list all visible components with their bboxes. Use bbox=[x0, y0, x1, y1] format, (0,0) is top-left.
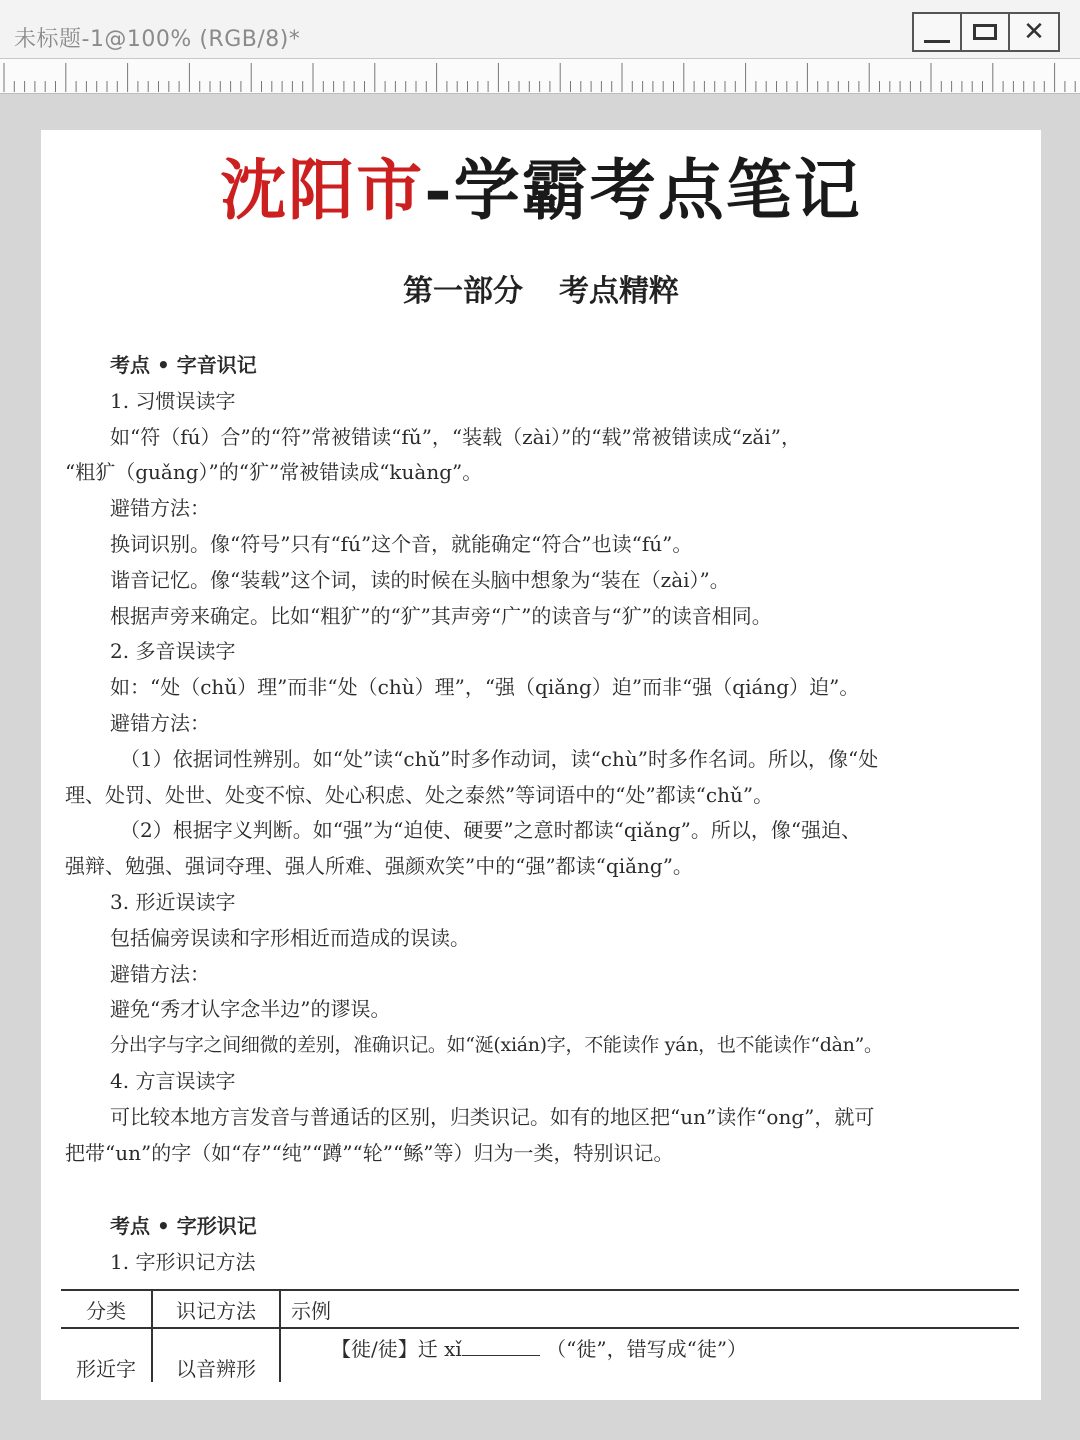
body-line: 如“符（fú）合”的“符”常被错读“fǔ”，“装载（zài）”的“载”常被错读成“zǎi”， bbox=[110, 424, 801, 449]
body-line: 把带“un”的字（如“存”“纯”“蹲”“轮”“鲧”等）归为一类，特别识记。 bbox=[65, 1140, 674, 1165]
document-page[interactable] bbox=[41, 130, 1041, 1400]
body-line: 根据声旁来确定。比如“粗犷”的“犷”其声旁“广”的读音与“犷”的读音相同。 bbox=[110, 603, 772, 628]
maximize-button[interactable] bbox=[962, 14, 1010, 50]
example-prefix: 【徙/徒】迁 xǐ bbox=[331, 1337, 462, 1361]
part-name: 考点精粹 bbox=[559, 274, 679, 309]
table-cell-text: 形近字 bbox=[76, 1357, 136, 1381]
table-header-row bbox=[61, 1290, 1019, 1328]
window-controls bbox=[912, 12, 1060, 52]
body-line: 2. 多音误读字 bbox=[110, 639, 236, 664]
maximize-icon bbox=[973, 24, 997, 40]
table-row bbox=[61, 1328, 1019, 1382]
minimize-icon bbox=[924, 40, 950, 43]
close-button[interactable] bbox=[1010, 14, 1058, 50]
body-line: 强辩、勉强、强词夺理、强人所难、强颜欢笑”中的“强”都读“qiǎng”。 bbox=[65, 854, 693, 879]
body-line: 包括偏旁误读和字形相近而造成的误读。 bbox=[110, 925, 470, 950]
table-cell-text: 以音辨形 bbox=[176, 1357, 256, 1381]
body-line: 如：“处（chǔ）理”而非“处（chù）理”，“强（qiǎng）迫”而非“强（qiáng）迫”。 bbox=[110, 675, 860, 700]
part-label: 第一部分 bbox=[403, 274, 523, 309]
body-line: “粗犷（guǎng）”的“犷”常被错读成“kuàng”。 bbox=[65, 460, 483, 485]
body-line: 避错方法： bbox=[110, 710, 210, 735]
table-header-cell: 识记方法 bbox=[152, 1290, 280, 1328]
body-line: （1）依据词性辨别。如“处”读“chǔ”时多作动词，读“chù”时多作名词。所以，像“处 bbox=[120, 746, 879, 771]
window-title-bar bbox=[0, 0, 1080, 59]
body-line: 避错方法： bbox=[110, 961, 210, 986]
body-line: 1. 习惯误读字 bbox=[110, 388, 236, 413]
window-title: 未标题-1@100% (RGB/8)* bbox=[14, 27, 301, 52]
glyph-method-table bbox=[61, 1289, 1019, 1382]
body-line: 4. 方言误读字 bbox=[110, 1068, 236, 1093]
section-subheading: 1. 字形识记方法 bbox=[110, 1250, 256, 1275]
body-line: 换词识别。像“符号”只有“fú”这个音，就能确定“符合”也读“fú”。 bbox=[110, 531, 693, 556]
document-main-title bbox=[41, 150, 1041, 230]
body-line: 可比较本地方言发音与普通话的区别，归类识记。如有的地区把“un”读作“ong”，就可 bbox=[110, 1104, 875, 1129]
body-line: 分出字与字之间细微的差别，准确识记。如“涎(xián)字，不能读作 yán，也不能读作“dàn”。 bbox=[110, 1034, 883, 1057]
table-cell bbox=[280, 1328, 1019, 1382]
body-line: 避免“秀才认字念半边”的谬误。 bbox=[110, 997, 391, 1022]
ruler-ticks bbox=[0, 59, 1080, 93]
part-title bbox=[41, 270, 1041, 314]
table-cell bbox=[152, 1328, 280, 1382]
document-body bbox=[65, 348, 1020, 1281]
section-heading-pronunciation: 考点 • 字音识记 bbox=[110, 353, 257, 377]
example-suffix: （“徙”，错写成“徒”） bbox=[546, 1337, 748, 1361]
main-title-rest: -学霸考点笔记 bbox=[424, 151, 862, 229]
horizontal-ruler[interactable] bbox=[0, 59, 1080, 94]
body-line: 3. 形近误读字 bbox=[110, 889, 236, 914]
body-line: 避错方法： bbox=[110, 496, 210, 521]
body-line: 理、处罚、处世、处变不惊、处心积虑、处之泰然”等词语中的“处”都读“chǔ”。 bbox=[65, 782, 774, 807]
close-icon: ✕ bbox=[1023, 17, 1045, 47]
table-cell bbox=[61, 1328, 152, 1382]
table-header-cell: 分类 bbox=[61, 1290, 152, 1328]
minimize-button[interactable] bbox=[914, 14, 962, 50]
body-line: 谐音记忆。像“装载”这个词，读的时候在头脑中想象为“装在（zài）”。 bbox=[110, 567, 730, 592]
fill-blank bbox=[462, 1335, 540, 1356]
table-header-cell: 示例 bbox=[280, 1290, 1019, 1328]
main-title-city: 沈阳市 bbox=[220, 151, 425, 229]
section-heading-glyph: 考点 • 字形识记 bbox=[110, 1214, 257, 1239]
body-line: （2）根据字义判断。如“强”为“迫使、硬要”之意时都读“qiǎng”。所以，像“强迫、 bbox=[120, 818, 862, 843]
